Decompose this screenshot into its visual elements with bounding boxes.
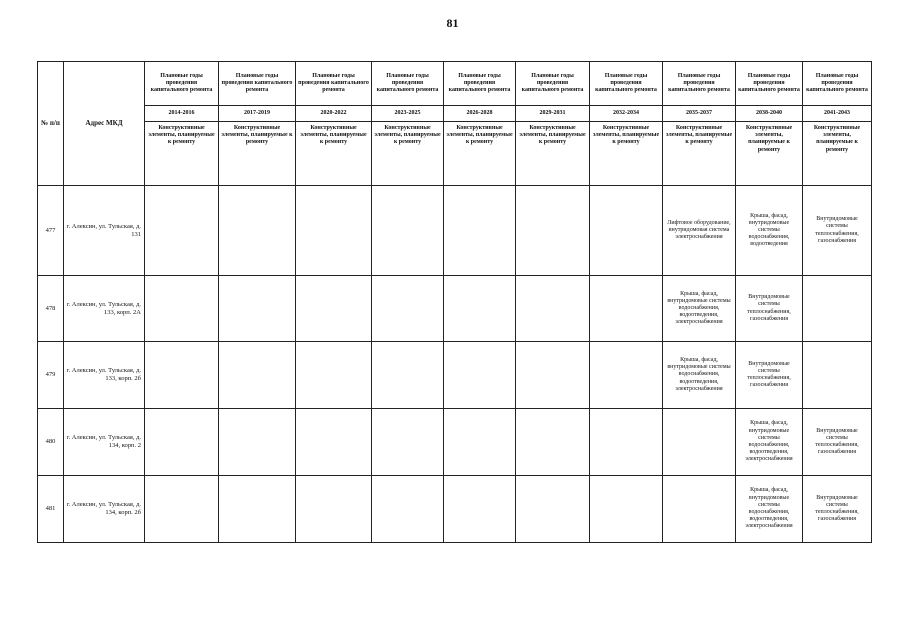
repair-schedule-table [37, 61, 872, 543]
table-row [38, 342, 872, 409]
repair-cell-2026-2028 [444, 476, 516, 543]
repair-cell-2029-2031 [516, 186, 590, 276]
repair-cell-2035-2037: Крыша, фасад, внутридомовые системы водоснабжения, водоотведения, электроснабжения [663, 342, 736, 409]
repair-cell-2020-2022 [296, 186, 372, 276]
repair-cell-2035-2037 [663, 409, 736, 476]
header-planned-years-2029-2031: Плановые годы проведения капитального ремонта [516, 62, 590, 106]
repair-cell-2023-2025 [372, 476, 444, 543]
repair-cell-2014-2016 [145, 186, 219, 276]
repair-cell-2035-2037: Лифтовое оборудование, внутридомовая система электроснабжения [663, 186, 736, 276]
repair-cell-2023-2025 [372, 186, 444, 276]
repair-cell-2029-2031 [516, 342, 590, 409]
repair-cell-2041-2043: Внутридомовые системы теплоснабжения, газоснабжения [803, 476, 872, 543]
repair-cell-2023-2025 [372, 342, 444, 409]
repair-cell-2032-2034 [590, 476, 663, 543]
header-period-2020-2022: 2020-2022 [296, 106, 372, 122]
repair-cell-2041-2043: Внутридомовые системы теплоснабжения, газоснабжения [803, 186, 872, 276]
header-period-2026-2028: 2026-2028 [444, 106, 516, 122]
repair-cell-2020-2022 [296, 476, 372, 543]
header-elements-2017-2019: Конструктивные элементы, планируемые к ремонту [219, 122, 296, 186]
repair-cell-2020-2022 [296, 276, 372, 342]
repair-cell-2017-2019 [219, 342, 296, 409]
repair-cell-2041-2043 [803, 276, 872, 342]
repair-cell-2041-2043: Внутридомовые системы теплоснабжения, газоснабжения [803, 409, 872, 476]
repair-cell-2029-2031 [516, 276, 590, 342]
repair-cell-2038-2040: Крыша, фасад, внутридомовые системы водоснабжения, водоотведения, электроснабжения [736, 409, 803, 476]
repair-cell-2032-2034 [590, 409, 663, 476]
header-elements-2038-2040: Конструктивные элементы, планируемые к ремонту [736, 122, 803, 186]
header-planned-years-2032-2034: Плановые годы проведения капитального ремонта [590, 62, 663, 106]
header-period-2035-2037: 2035-2037 [663, 106, 736, 122]
column-header-number: № п/п [38, 62, 64, 186]
header-elements-2029-2031: Конструктивные элементы, планируемые к ремонту [516, 122, 590, 186]
header-elements-2026-2028: Конструктивные элементы, планируемые к ремонту [444, 122, 516, 186]
repair-cell-2023-2025 [372, 409, 444, 476]
repair-cell-2017-2019 [219, 409, 296, 476]
row-address: г. Алексин, ул. Тульская, д. 131 [64, 186, 145, 276]
table-row [38, 476, 872, 543]
column-header-address: Адрес МКД [64, 62, 145, 186]
repair-cell-2038-2040: Крыша, фасад, внутридомовые системы водоснабжения, водоотведения, электроснабжения [736, 476, 803, 543]
page-number: 81 [446, 16, 459, 30]
repair-cell-2014-2016 [145, 409, 219, 476]
repair-cell-2041-2043 [803, 342, 872, 409]
repair-cell-2026-2028 [444, 186, 516, 276]
header-period-2032-2034: 2032-2034 [590, 106, 663, 122]
repair-cell-2014-2016 [145, 276, 219, 342]
repair-cell-2035-2037: Крыша, фасад, внутридомовые системы водоснабжения, водоотведения, электроснабжения [663, 276, 736, 342]
header-period-2017-2019: 2017-2019 [219, 106, 296, 122]
repair-cell-2017-2019 [219, 476, 296, 543]
header-planned-years-2041-2043: Плановые годы проведения капитального ремонта [803, 62, 872, 106]
repair-cell-2038-2040: Внутридомовые системы теплоснабжения, газоснабжения [736, 276, 803, 342]
header-period-2038-2040: 2038-2040 [736, 106, 803, 122]
row-number: 477 [38, 186, 64, 276]
row-address: г. Алексин, ул. Тульская, д. 134, корп. 2 [64, 409, 145, 476]
row-number: 479 [38, 342, 64, 409]
repair-cell-2026-2028 [444, 342, 516, 409]
table-row [38, 276, 872, 342]
row-address: г. Алексин, ул. Тульская, д. 133, корп. 2б [64, 342, 145, 409]
table-row [38, 409, 872, 476]
repair-cell-2029-2031 [516, 409, 590, 476]
row-address: г. Алексин, ул. Тульская, д. 133, корп. 2А [64, 276, 145, 342]
row-number: 480 [38, 409, 64, 476]
header-planned-years-2014-2016: Плановые годы проведения капитального ремонта [145, 62, 219, 106]
header-elements-2035-2037: Конструктивные элементы, планируемые к ремонту [663, 122, 736, 186]
header-planned-years-2038-2040: Плановые годы проведения капитального ремонта [736, 62, 803, 106]
repair-cell-2020-2022 [296, 409, 372, 476]
repair-cell-2014-2016 [145, 476, 219, 543]
table-row [38, 186, 872, 276]
header-elements-2041-2043: Конструктивные элементы, планируемые к ремонту [803, 122, 872, 186]
header-elements-2020-2022: Конструктивные элементы, планируемые к ремонту [296, 122, 372, 186]
repair-cell-2038-2040: Внутридомовые системы теплоснабжения, газоснабжения [736, 342, 803, 409]
header-period-2014-2016: 2014-2016 [145, 106, 219, 122]
repair-cell-2038-2040: Крыша, фасад, внутридомовые системы водоснабжения, водоотведения [736, 186, 803, 276]
header-elements-2023-2025: Конструктивные элементы, планируемые к ремонту [372, 122, 444, 186]
header-period-2041-2043: 2041-2043 [803, 106, 872, 122]
repair-cell-2032-2034 [590, 186, 663, 276]
repair-cell-2023-2025 [372, 276, 444, 342]
header-period-2029-2031: 2029-2031 [516, 106, 590, 122]
row-address: г. Алексин, ул. Тульская, д. 134, корп. 2б [64, 476, 145, 543]
repair-cell-2029-2031 [516, 476, 590, 543]
row-number: 478 [38, 276, 64, 342]
repair-cell-2020-2022 [296, 342, 372, 409]
header-elements-2032-2034: Конструктивные элементы, планируемые к ремонту [590, 122, 663, 186]
repair-cell-2014-2016 [145, 342, 219, 409]
header-planned-years-2035-2037: Плановые годы проведения капитального ремонта [663, 62, 736, 106]
header-elements-2014-2016: Конструктивные элементы, планируемые к ремонту [145, 122, 219, 186]
repair-cell-2026-2028 [444, 409, 516, 476]
header-planned-years-2023-2025: Плановые годы проведения капитального ремонта [372, 62, 444, 106]
repair-cell-2032-2034 [590, 276, 663, 342]
repair-cell-2017-2019 [219, 186, 296, 276]
header-planned-years-2017-2019: Плановые годы проведения капитального ремонта [219, 62, 296, 106]
repair-cell-2035-2037 [663, 476, 736, 543]
header-planned-years-2020-2022: Плановые годы проведения капитального ремонта [296, 62, 372, 106]
header-period-2023-2025: 2023-2025 [372, 106, 444, 122]
repair-cell-2017-2019 [219, 276, 296, 342]
repair-cell-2032-2034 [590, 342, 663, 409]
header-planned-years-2026-2028: Плановые годы проведения капитального ремонта [444, 62, 516, 106]
repair-cell-2026-2028 [444, 276, 516, 342]
row-number: 481 [38, 476, 64, 543]
